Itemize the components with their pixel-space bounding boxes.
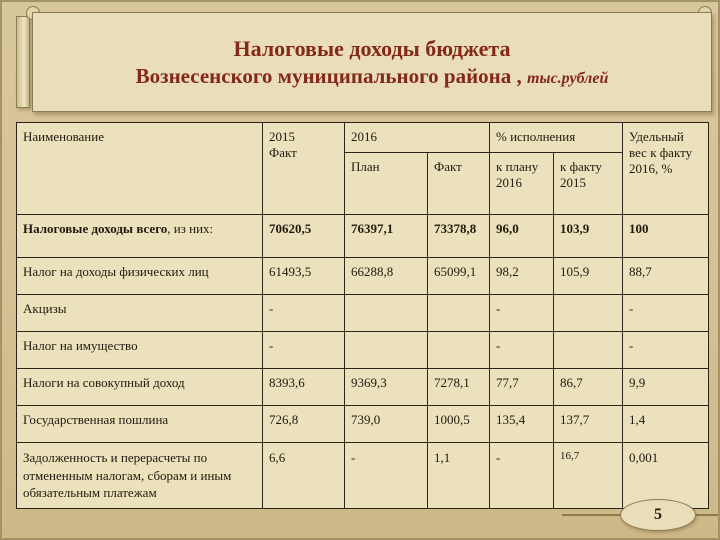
col-header-name: Наименование	[17, 123, 263, 215]
cell-fact2015: 6,6	[263, 443, 345, 509]
cell-share: 100	[623, 215, 709, 258]
cell-share: 1,4	[623, 406, 709, 443]
tax-revenue-table	[16, 122, 709, 509]
cell-pct-fact: 105,9	[554, 258, 623, 295]
row-name: Государственная пошлина	[17, 406, 263, 443]
row-name: Налог на доходы физических лиц	[17, 258, 263, 295]
cell-fact2016: 65099,1	[428, 258, 490, 295]
row-name-bold: Налоговые доходы всего	[23, 221, 168, 236]
col-header-execution: % исполнения	[490, 123, 623, 153]
col-header-fact: Факт	[428, 153, 490, 215]
col-header-2016: 2016	[345, 123, 490, 153]
table-row	[17, 443, 709, 509]
col-header-2015-fact	[263, 123, 345, 215]
cell-pct-plan: 77,7	[490, 369, 554, 406]
scroll-left-roll-decoration	[16, 16, 30, 108]
cell-fact2016: 7278,1	[428, 369, 490, 406]
row-name-rest: , из них:	[167, 221, 214, 236]
cell-share: 0,001	[623, 443, 709, 509]
table-row	[17, 332, 709, 369]
col-header-plan: План	[345, 153, 428, 215]
cell-share: -	[623, 295, 709, 332]
cell-fact2015: 726,8	[263, 406, 345, 443]
cell-plan2016	[345, 332, 428, 369]
cell-pct-plan: 96,0	[490, 215, 554, 258]
cell-fact2015: -	[263, 295, 345, 332]
cell-fact2015: -	[263, 332, 345, 369]
cell-fact2016: 73378,8	[428, 215, 490, 258]
cell-pct-plan: 98,2	[490, 258, 554, 295]
col-header-2015-fact-label: Факт	[269, 145, 297, 160]
cell-pct-fact	[554, 295, 623, 332]
title-banner	[32, 12, 712, 112]
slide-title-line2-text: Вознесенского муниципального района ,	[135, 63, 522, 88]
cell-fact2015: 8393,6	[263, 369, 345, 406]
cell-fact2015: 70620,5	[263, 215, 345, 258]
cell-fact2016	[428, 295, 490, 332]
cell-pct-fact: 16,7	[554, 443, 623, 509]
cell-plan2016	[345, 295, 428, 332]
cell-fact2016	[428, 332, 490, 369]
cell-share: 88,7	[623, 258, 709, 295]
row-name: Налог на имущество	[17, 332, 263, 369]
row-name: Налоги на совокупный доход	[17, 369, 263, 406]
cell-fact2016: 1,1	[428, 443, 490, 509]
col-header-2015: 2015	[269, 129, 295, 144]
col-header-to-fact: к факту 2015	[554, 153, 623, 215]
table-row	[17, 406, 709, 443]
cell-plan2016: 739,0	[345, 406, 428, 443]
row-name: Задолженность и перерасчеты по отмененным налогам, сборам и иным обязательным платежам	[17, 443, 263, 509]
cell-plan2016: 66288,8	[345, 258, 428, 295]
cell-pct-fact: 86,7	[554, 369, 623, 406]
row-name	[17, 215, 263, 258]
row-name: Акцизы	[17, 295, 263, 332]
slide-title-line2	[136, 63, 609, 89]
table-row	[17, 258, 709, 295]
table-header-row-1	[17, 123, 709, 153]
cell-share: -	[623, 332, 709, 369]
cell-pct-fact	[554, 332, 623, 369]
page-number-badge	[620, 499, 696, 531]
table-row	[17, 215, 709, 258]
cell-fact2016: 1000,5	[428, 406, 490, 443]
cell-plan2016: 9369,3	[345, 369, 428, 406]
cell-pct-plan: -	[490, 443, 554, 509]
cell-pct-plan: -	[490, 295, 554, 332]
col-header-share: Удельный вес к факту 2016, %	[623, 123, 709, 215]
table-row	[17, 369, 709, 406]
cell-plan2016: -	[345, 443, 428, 509]
cell-share: 9,9	[623, 369, 709, 406]
page-number: 5	[654, 506, 662, 523]
cell-pct-plan: 135,4	[490, 406, 554, 443]
cell-pct-fact: 137,7	[554, 406, 623, 443]
slide-title-line1: Налоговые доходы бюджета	[233, 36, 511, 62]
col-header-to-plan: к плану 2016	[490, 153, 554, 215]
units-label: тыс.рублей	[527, 69, 609, 87]
table-row	[17, 295, 709, 332]
cell-plan2016: 76397,1	[345, 215, 428, 258]
cell-fact2015: 61493,5	[263, 258, 345, 295]
cell-pct-fact: 103,9	[554, 215, 623, 258]
cell-pct-plan: -	[490, 332, 554, 369]
